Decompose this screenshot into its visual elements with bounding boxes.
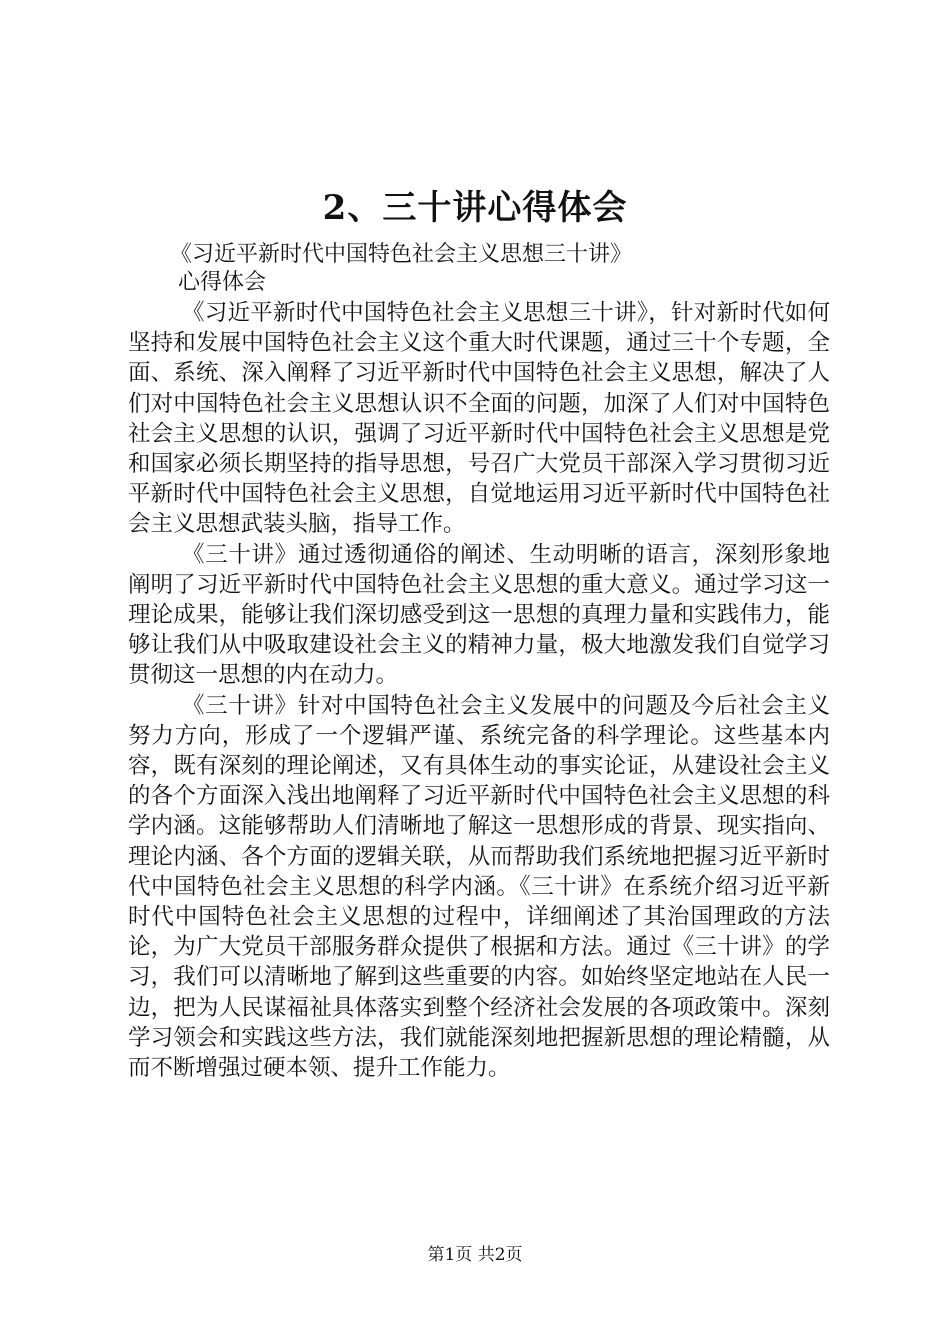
document-body xyxy=(128,298,830,1083)
page-number-footer: 第1页 共2页 xyxy=(427,1245,523,1265)
body-paragraph-3: 《三十讲》针对中国特色社会主义发展中的问题及今后社会主义努力方向，形成了一个逻辑严谨、系统完备的科学理论。这些基本内容，既有深刻的理论阐述，又有具体生动的事实论证，从建设社会主义的各个方面深入浅出地阐释了习近平新时代中国特色社会主义思想的科学内涵。这能够帮助人们清晰地了解这一思想形成的背景、现实指向、理论内涵、各个方面的逻辑关联，从而帮助我们系统地把握习近平新时代中国特色社会主义思想的科学内涵。《三十讲》在系统介绍习近平新时代中国特色社会主义思想的过程中，详细阐述了其治国理政的方法论，为广大党员干部服务群众提供了根据和方法。通过《三十讲》的学习，我们可以清晰地了解到这些重要的内容。如始终坚定地站在人民一边，把为人民谋福祉具体落实到整个经济社会发展的各项政策中。深刻学习领会和实践这些方法，我们就能深刻地把握新思想的理论精髓，从而不断增强过硬本领、提升工作能力。 xyxy=(128,692,830,1082)
document-title: 2、三十讲心得体会 xyxy=(322,188,628,228)
body-paragraph-1: 《习近平新时代中国特色社会主义思想三十讲》，针对新时代如何坚持和发展中国特色社会主义这个重大时代课题，通过三十个专题，全面、系统、深入阐释了习近平新时代中国特色社会主义思想，解决了人们对中国特色社会主义思想认识不全面的问题，加深了人们对中国特色社会主义思想的认识，强调了习近平新时代中国特色社会主义思想是党和国家必须长期坚持的指导思想，号召广大党员干部深入学习贯彻习近平新时代中国特色社会主义思想，自觉地运用习近平新时代中国特色社会主义思想武装头脑，指导工作。 xyxy=(128,300,830,538)
body-paragraph-2: 《三十讲》通过透彻通俗的阐述、生动明晰的语言，深刻形象地阐明了习近平新时代中国特色社会主义思想的重大意义。通过学习这一理论成果，能够让我们深切感受到这一思想的真理力量和实践伟力，能够让我们从中吸取建设社会主义的精神力量，极大地激发我们自觉学习贯彻这一思想的内在动力。 xyxy=(128,541,830,689)
document-subtitle-line2: 心得体会 xyxy=(178,270,267,295)
document-subtitle-line1: 《习近平新时代中国特色社会主义思想三十讲》 xyxy=(170,242,633,267)
